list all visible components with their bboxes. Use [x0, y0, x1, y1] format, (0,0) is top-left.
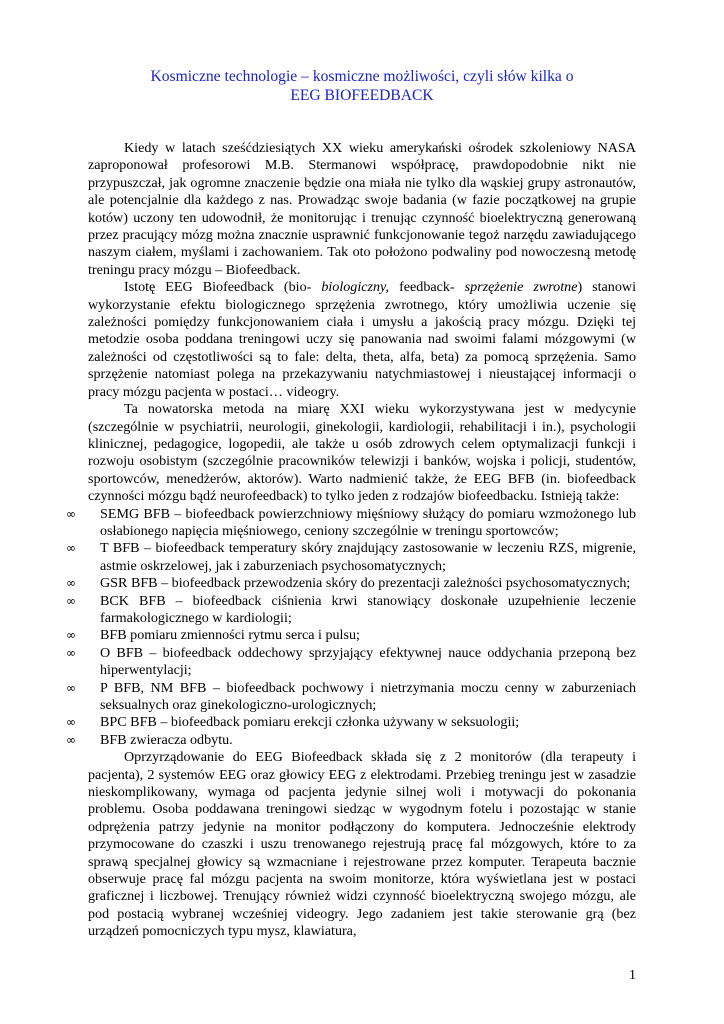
- list-item-text: BPC BFB – biofeedback pomiaru erekcji członka używany w seksuologii;: [100, 714, 520, 731]
- list-item: [64, 506, 636, 541]
- list-item: [64, 732, 636, 749]
- list-item: [64, 645, 636, 680]
- list-item-text: T BFB – biofeedback temperatury skóry znajdujący zastosowanie w leczeniu RZS, migrenie, astmie oskrzelowej, jak i zaburzeniach psychosomatycznych;: [100, 540, 636, 574]
- infinity-bullet-icon: ∞: [66, 715, 76, 730]
- list-item-text: SEMG BFB – biofeedback powierzchniowy mięśniowy służący do pomiaru wzmożonego lub osłabionego napięcia mięśniowego, ceniony szczególnie w treningu sportowców;: [100, 505, 636, 539]
- infinity-bullet-icon: ∞: [66, 645, 76, 660]
- infinity-bullet-icon: ∞: [66, 732, 76, 747]
- paragraph-2-text-b: feedback-: [389, 279, 465, 296]
- list-item-text: BCK BFB – biofeedback ciśnienia krwi stanowiący doskonałe uzupełnienie leczenie farmakologicznego w kardiologii;: [100, 592, 636, 626]
- paragraph-2-italic-1: biologiczny,: [321, 279, 390, 296]
- infinity-bullet-icon: ∞: [66, 541, 76, 556]
- title-line-1: Kosmiczne technologie – kosmiczne możliwości, czyli słów kilka o: [150, 68, 574, 85]
- paragraph-2-italic-2: sprzężenie zwrotne: [464, 279, 578, 296]
- paragraph-3: Ta nowatorska metoda na miarę XXI wieku wykorzystywana jest w medycynie (szczególnie w psychiatrii, neurologii, ginekologii, kardiologii, rehabilitacji i in.), psychologii klinicznej, pedagogice, logopedii, ale także u osób zdrowych celem optymalizacji funkcji i rozwoju osobistym (szczególnie pracowników telewizji i banków, wojska i policji, studentów, sportowców, menedżerów, aktorów). Warto nadmienić także, że EEG BFB (in. biofeedback czynności mózgu bądź neurofeedback) to tylko jeden z rodzajów biofeedbacku. Istnieją także:: [88, 401, 636, 505]
- list-item-text: BFB zwieracza odbytu.: [100, 731, 233, 748]
- biofeedback-types-list: [66, 505, 636, 750]
- page-number: 1: [629, 968, 636, 983]
- paragraph-2: [88, 279, 636, 401]
- list-item: [64, 593, 636, 628]
- infinity-bullet-icon: ∞: [66, 593, 76, 608]
- paragraph-2-text-a: Istotę EEG Biofeedback (bio-: [124, 279, 322, 296]
- list-item-text: O BFB – biofeedback oddechowy sprzyjający efektywnej nauce oddychania przeponą bez hiperwentylacji;: [100, 644, 636, 679]
- list-item: [64, 714, 636, 731]
- infinity-bullet-icon: ∞: [66, 576, 76, 591]
- list-item-text: BFB pomiaru zmienności rytmu serca i pulsu;: [100, 627, 360, 644]
- list-item-text: P BFB, NM BFB – biofeedback pochwowy i nietrzymania moczu cenny w zaburzeniach seksualnych oraz ginekologiczno-urologicznych;: [100, 679, 636, 713]
- paragraph-4: Oprzyrządowanie do EEG Biofeedback składa się z 2 monitorów (dla terapeuty i pacjenta), 2 systemów EEG oraz głowicy EEG z elektrodami. Przebieg treningu jest w zasadzie nieskomplikowany, wymaga od pacjenta jedynie silnej woli i motywacji do pokonania problemu. Osoba poddawana treningowi siedząc w wygodnym fotelu i pozostając w stanie odprężenia patrzy jedynie na monitor podłączony do komputera. Jednocześnie elektrody przymocowane do czaszki i uszu trenowanego rejestrują pracę fal mózgowych, które to za sprawą specjalnej głowicy są wzmacniane i rejestrowane przez komputer. Terapeuta bacznie obserwuje pracę fal mózgu pacjenta na swoim monitorze, która wyświetlana jest w postaci graficznej i liczbowej. Trenujący również widzi czynność bioelektryczną swojego mózgu, ale pod postacią wybranej wcześniej videogry. Jego zadaniem jest takie sterowanie grą (bez urządzeń pomocniczych typu mysz, klawiatura,: [88, 749, 636, 940]
- infinity-bullet-icon: ∞: [66, 506, 76, 521]
- infinity-bullet-icon: ∞: [66, 680, 76, 695]
- paragraph-1: Kiedy w latach sześćdziesiątych XX wieku amerykański ośrodek szkoleniowy NASA zaproponował profesorowi M.B. Stermanowi współpracę, prawdopodobnie nikt nie przypuszczał, jak ogromne znaczenie będzie ona miała nie tylko dla wąskiej grupy astronautów, ale potencjalnie dla każdego z nas. Prowadząc swoje badania (w fazie początkowej na grupie kotów) uczony ten udowodnił, że monitorując i trenując czynność bioelektryczną generowaną przez pracujący mózg można znacznie usprawnić funkcjonowanie tegoż narzędu zawiadującego naszym ciałem, myślami i zachowaniem. Tak oto położono podwaliny pod nowoczesną metodę treningu pracy mózgu – Biofeedback.: [88, 140, 636, 278]
- list-item-text: GSR BFB – biofeedback przewodzenia skóry do prezentacji zależności psychosomatycznych;: [100, 575, 631, 592]
- list-item: [64, 627, 636, 644]
- list-item: [64, 680, 636, 715]
- list-item: [64, 540, 636, 575]
- title-line-2: EEG BIOFEEDBACK: [290, 87, 434, 104]
- list-item: [64, 575, 636, 592]
- infinity-bullet-icon: ∞: [66, 628, 76, 643]
- document-title: [60, 67, 664, 105]
- paragraph-2-text-c: ) stanowi wykorzystanie efektu biologicznego sprzężenia zwrotnego, który umożliwia uczenie się zależności pomiędzy funkcjonowaniem ciała i umysłu a jakością pracy mózgu. Dzięki tej metodzie osoba poddana treningowi uczy się panowania nad swoimi falami mózgowymi (w zależności od częstotliwości są to fale: delta, theta, alfa, beta) za pomocą sprzężenia. Samo sprzężenie natomiast polega na przekazywaniu natychmiastowej i nieustającej informacji o pracy mózgu pacjenta w postaci… videogry.: [88, 279, 636, 400]
- document-body: [66, 140, 636, 941]
